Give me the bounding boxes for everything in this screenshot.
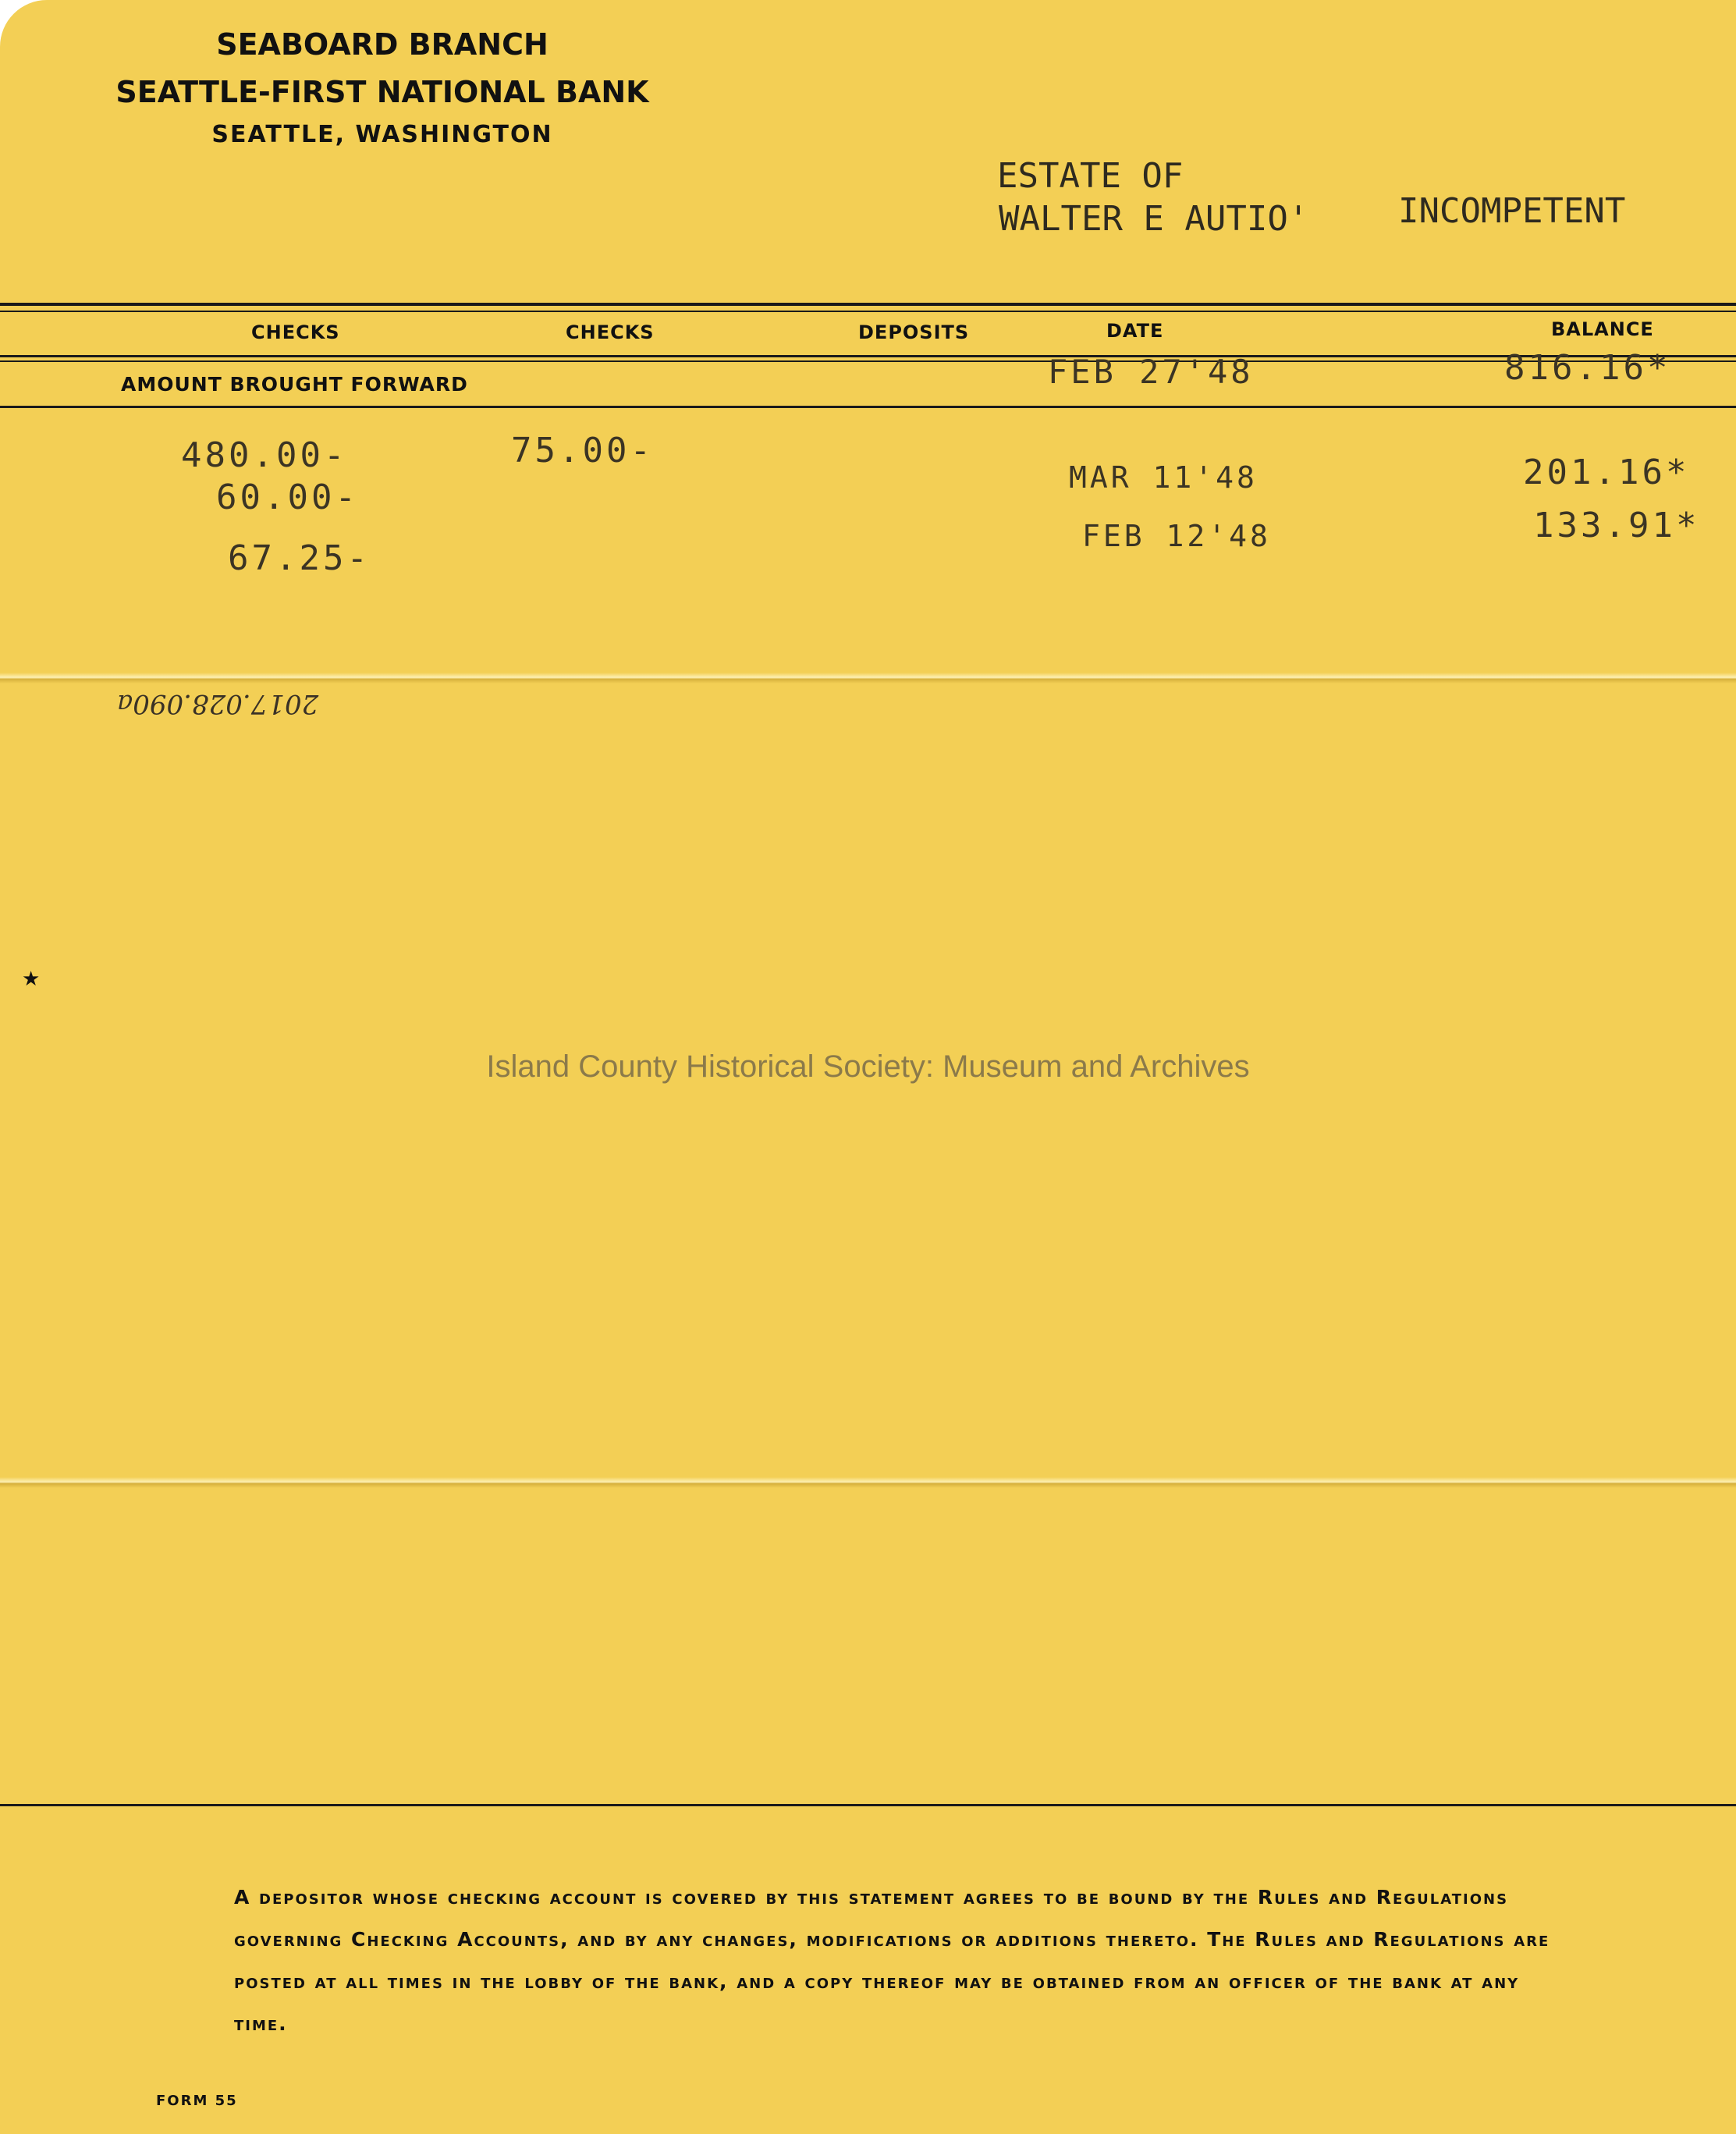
bottom-rule [0,1804,1736,1806]
header-rule-thin [0,360,1736,362]
handwritten-accession-number: 2017.028.090a [117,688,319,719]
account-line-2: WALTER E AUTIO' [999,199,1309,239]
bank-city: SEATTLE, WASHINGTON [211,121,553,148]
forward-date: FEB 27'48 [1048,353,1254,391]
check-amount: 480.00- [181,435,348,475]
entry-balance: 201.16* [1523,453,1690,492]
col-deposits: DEPOSITS [858,321,970,343]
col-balance: BALANCE [1551,318,1654,340]
col-date: DATE [1106,320,1164,342]
form-number: FORM 55 [156,2093,238,2109]
col-checks-2: CHECKS [566,321,655,343]
top-rule-thin [0,311,1736,312]
entry-balance: 133.91* [1533,506,1700,545]
top-rule [0,303,1736,306]
header-rule [0,355,1736,357]
account-status: INCOMPETENT [1398,191,1626,231]
bank-name: SEATTLE-FIRST NATIONAL BANK [115,75,649,109]
forward-balance: 816.16* [1504,348,1671,388]
bank-branch-name: SEABOARD BRANCH [216,27,548,62]
archive-watermark: Island County Historical Society: Museum and Archives [486,1049,1250,1084]
entry-date: FEB 12'48 [1082,519,1271,553]
col-checks-1: CHECKS [251,321,340,343]
forward-rule [0,406,1736,408]
star-mark-icon: ★ [22,968,41,991]
account-line-1: ESTATE OF [997,156,1184,196]
fold-crease [0,1477,1736,1488]
terms-paragraph: A depositor whose checking account is covered by this statement agrees to be bound by the Rules and Regulations governing Checking Accounts, and by any changes, modifications or additions thereto. The Rules and Regulations are posted at all times in the lobby of the bank, and a copy thereof may be obtained from an officer of the bank at any time. [234,1886,1550,2035]
entry-date: MAR 11'48 [1069,460,1258,495]
check-amount: 75.00- [511,431,654,470]
fold-crease [0,673,1736,684]
check-amount: 60.00- [216,478,359,517]
amount-brought-forward-label: AMOUNT BROUGHT FORWARD [121,373,468,396]
check-amount: 67.25- [228,538,371,578]
